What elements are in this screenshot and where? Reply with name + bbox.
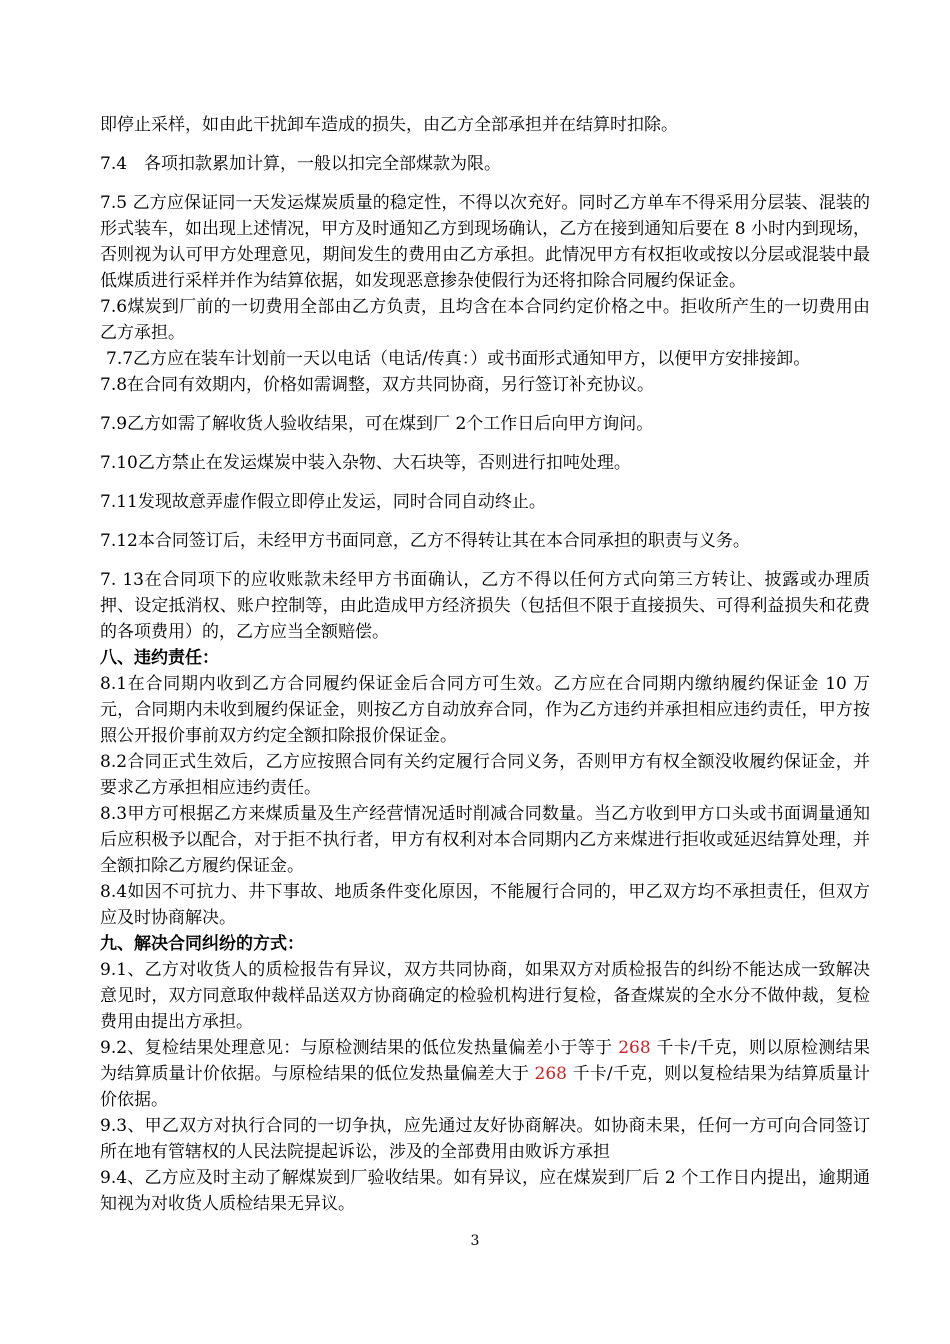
paragraph-9-2-part-c: 千卡/千克，则以复检结果为结算质量计价依据。	[100, 1064, 870, 1110]
paragraph-9-2-part-b: 千卡/千克，则以原检测结果为结算质量计价依据。与原检结果的低位发热量偏差大于	[100, 1038, 870, 1084]
paragraph-7-11: 7.11发现故意弄虚作假立即停止发运，同时合同自动终止。	[100, 492, 546, 512]
calorific-threshold-value: 268	[618, 1038, 651, 1058]
paragraph-7-9: 7.9乙方如需了解收货人验收结果，可在煤到厂 2个工作日后向甲方询问。	[100, 414, 654, 434]
section-heading-8: 八、违约责任：	[100, 648, 219, 668]
paragraph-9-2-part-a: 9.2、复检结果处理意见：与原检测结果的低位发热量偏差小于等于	[100, 1038, 619, 1058]
calorific-threshold-value-2: 268	[534, 1064, 567, 1084]
paragraph-8-3: 8.3甲方可根据乙方来煤质量及生产经营情况适时削减合同数量。当乙方收到甲方口头或书面调量通知后应积极予以配合，对于拒不执行者，甲方有权利对本合同期内乙方来煤进行拒收或延迟结算处理，并全额扣除乙方履约保证金。	[100, 804, 870, 876]
page-number: 3	[470, 1233, 480, 1249]
paragraph-7-10: 7.10乙方禁止在发运煤炭中装入杂物、大石块等，否则进行扣吨处理。	[100, 453, 631, 473]
paragraph-8-2: 8.2合同正式生效后，乙方应按照合同有关约定履行合同义务，否则甲方有权全额没收履约保证金，并要求乙方承担相应违约责任。	[100, 752, 870, 798]
paragraph-7-12: 7.12本合同签订后，未经甲方书面同意，乙方不得转让其在本合同承担的职责与义务。	[100, 531, 750, 551]
paragraph-9-1: 9.1、乙方对收货人的质检报告有异议，双方共同协商，如果双方对质检报告的纠纷不能达成一致解决意见时，双方同意取仲裁样品送双方协商确定的检验机构进行复检，备查煤炭的全水分不做仲裁，复检费用由提出方承担。	[100, 960, 870, 1032]
paragraph-9-3: 9.3、甲乙双方对执行合同的一切争执，应先通过友好协商解决。如协商未果，任何一方可向合同签订所在地有管辖权的人民法院提起诉讼，涉及的全部费用由败诉方承担	[100, 1116, 870, 1162]
paragraph-8-4: 8.4如因不可抗力、井下事故、地质条件变化原因，不能履行合同的，甲乙双方均不承担责任，但双方应及时协商解决。	[100, 882, 870, 928]
paragraph-7-4: 7.4 各项扣款累加计算，一般以扣完全部煤款为限。	[100, 154, 502, 174]
document-page	[100, 112, 870, 1217]
section-heading-9: 九、解决合同纠纷的方式：	[100, 934, 304, 954]
paragraph-9-4: 9.4、乙方应及时主动了解煤炭到厂验收结果。如有异议，应在煤炭到厂后 2 个工作日内提出，逾期通知视为对收货人质检结果无异议。	[100, 1168, 870, 1214]
paragraph-7-3-cont: 即停止采样，如由此干扰卸车造成的损失，由乙方全部承担并在结算时扣除。	[100, 115, 678, 135]
paragraph-8-1: 8.1在合同期内收到乙方合同履约保证金后合同方可生效。乙方应在合同期内缴纳履约保证金 10 万元，合同期内未收到履约保证金，则按乙方自动放弃合同，作为乙方违约并承担相应违约责任，甲方按照公开报价事前双方约定全额扣除报价保证金。	[100, 674, 870, 746]
paragraph-7-6: 7.6煤炭到厂前的一切费用全部由乙方负责，且均含在本合同约定价格之中。拒收所产生的一切费用由乙方承担。	[100, 297, 870, 343]
paragraph-7-5: 7.5 乙方应保证同一天发运煤炭质量的稳定性，不得以次充好。同时乙方单车不得采用分层装、混装的形式装车，如出现上述情况，甲方及时通知乙方到现场确认，乙方在接到通知后要在 8 小时内到现场，否则视为认可甲方处理意见，期间发生的费用由乙方承担。此情况甲方有权拒收或按以分层或混装中最低煤质进行采样并作为结算依据，如发现恶意掺杂使假行为还将扣除合同履约保证金。	[100, 193, 870, 291]
paragraph-7-8: 7.8在合同有效期内，价格如需调整，双方共同协商，另行签订补充协议。	[100, 375, 655, 395]
paragraph-7-7: 7.7乙方应在装车计划前一天以电话（电话/传真：）或书面形式通知甲方，以便甲方安排接卸。	[106, 349, 811, 369]
paragraph-7-13: 7. 13在合同项下的应收账款未经甲方书面确认，乙方不得以任何方式向第三方转让、披露或办理质押、设定抵消权、账户控制等，由此造成甲方经济损失（包括但不限于直接损失、可得利益损失和花费的各项费用）的，乙方应当全额赔偿。	[100, 570, 870, 642]
paragraph-9-2	[100, 1035, 870, 1113]
